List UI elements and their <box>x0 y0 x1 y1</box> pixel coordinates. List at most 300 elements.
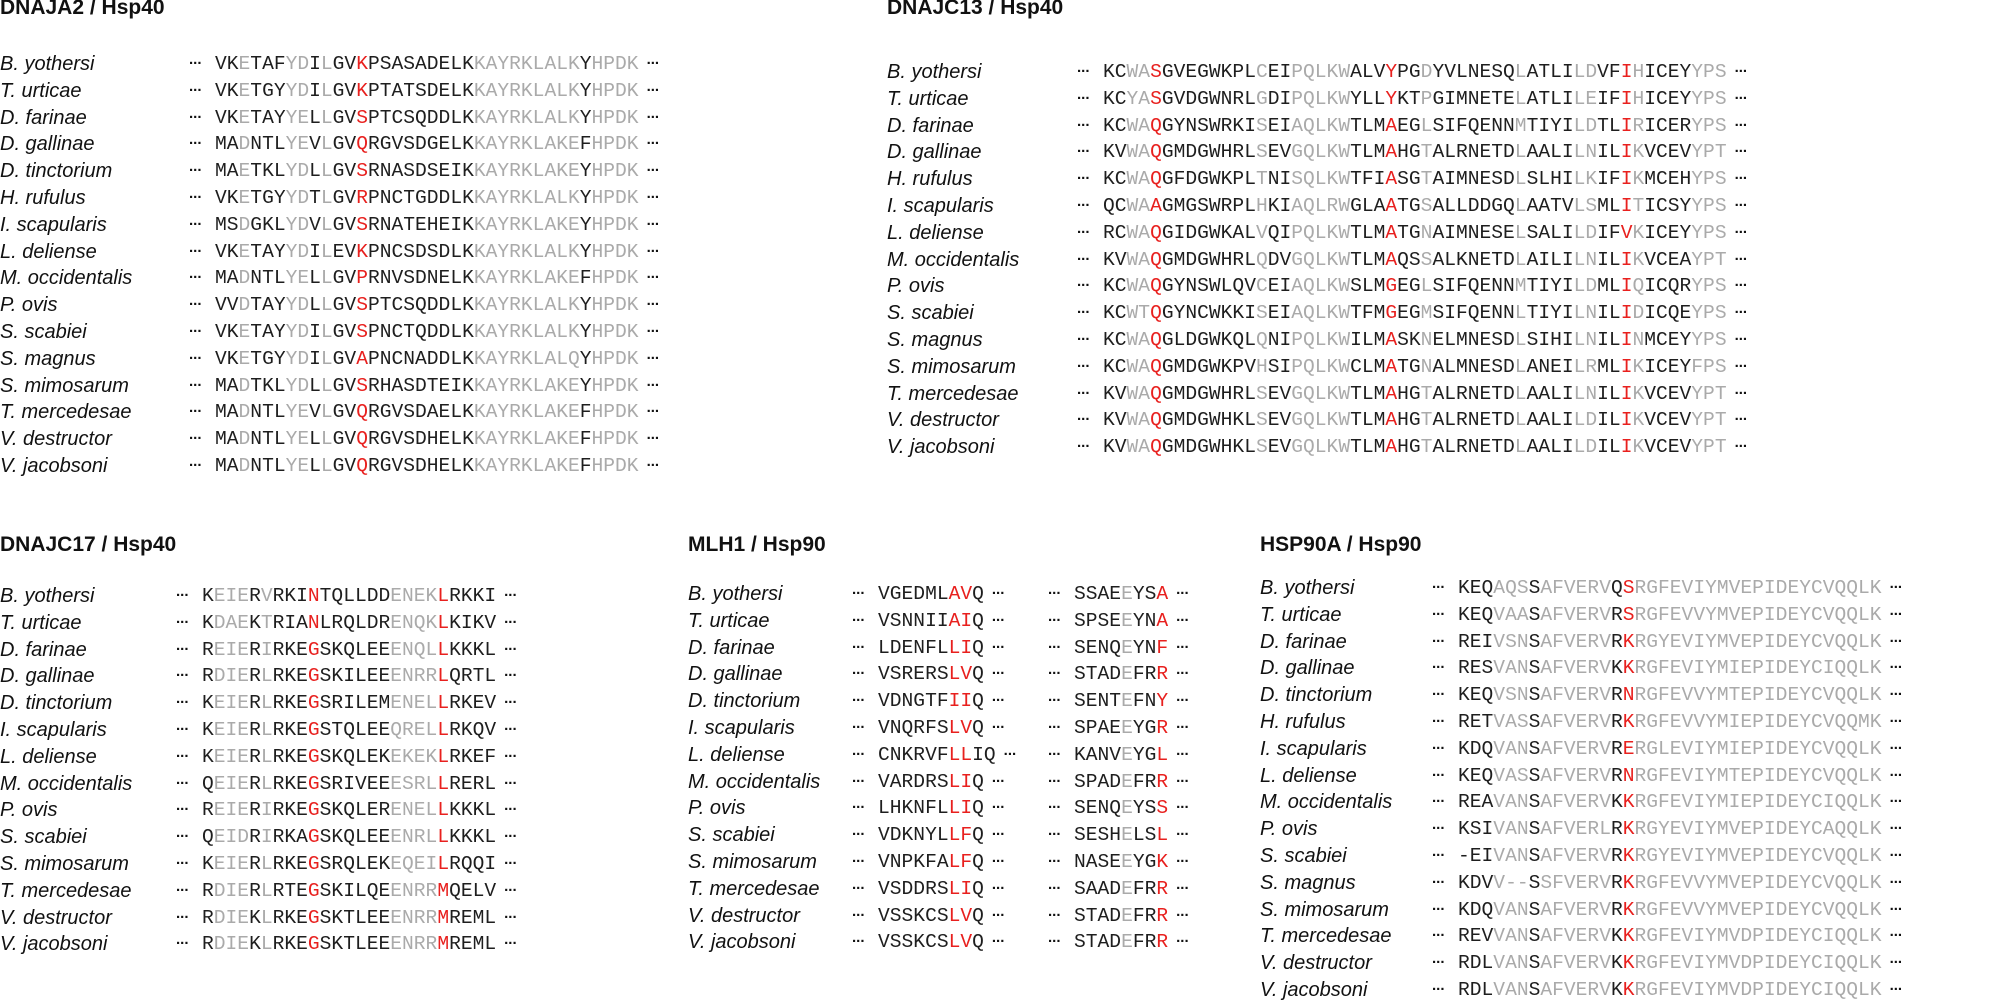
species-name: V. jacobsoni <box>0 933 108 956</box>
residue: K <box>356 240 368 263</box>
residue: L <box>532 321 545 343</box>
residue: L <box>1361 248 1374 271</box>
residue: E <box>366 638 379 661</box>
residue: W <box>1338 409 1351 432</box>
residue: L <box>437 826 450 849</box>
residue: E <box>1121 690 1133 713</box>
residue: K <box>901 824 914 847</box>
residue: L <box>484 933 497 956</box>
residue: G <box>1646 711 1659 733</box>
residue: S <box>1516 711 1529 733</box>
residue: F <box>1608 168 1621 191</box>
residue: V <box>260 585 273 607</box>
residue: K <box>913 931 926 954</box>
residue: S <box>1528 603 1541 626</box>
residue: K <box>1610 925 1623 948</box>
ellipsis-marker: ... <box>176 877 189 895</box>
residue: A <box>1097 717 1110 739</box>
residue: R <box>367 455 380 477</box>
residue: Y <box>1799 952 1811 975</box>
ellipsis-marker: ... <box>504 931 517 949</box>
residue: Q <box>1846 684 1859 707</box>
residue: S <box>1255 382 1268 405</box>
residue: D <box>438 187 451 209</box>
residue: L <box>1858 737 1870 760</box>
residue: I <box>260 638 273 661</box>
residue: Y <box>579 187 592 209</box>
residue: S <box>1144 583 1157 605</box>
residue: K <box>1869 925 1882 948</box>
residue: Y <box>579 160 592 183</box>
species-name: P. ovis <box>0 799 58 822</box>
residue: L <box>1608 409 1621 432</box>
residue: Q <box>1150 248 1162 271</box>
residue: R <box>249 853 261 875</box>
residue: A <box>1540 577 1553 599</box>
residue: L <box>450 187 463 209</box>
residue: G <box>1291 382 1304 405</box>
residue: S <box>1622 603 1635 626</box>
residue: T <box>1526 275 1539 298</box>
residue: V <box>1493 603 1506 626</box>
residue: Q <box>1303 195 1315 217</box>
residue: E <box>237 853 250 875</box>
residue: E <box>1669 684 1682 707</box>
residue: L <box>1314 168 1327 191</box>
residue: K <box>556 160 568 183</box>
residue: S <box>226 213 239 236</box>
residue: K <box>1326 355 1339 378</box>
residue: L <box>1858 630 1870 653</box>
ellipsis-marker: ... <box>1003 741 1017 759</box>
ellipsis-marker: ... <box>189 77 202 95</box>
residue: M <box>1373 436 1386 459</box>
residue: V <box>878 931 890 954</box>
residue: L <box>309 294 321 317</box>
residue: Y <box>579 374 592 397</box>
residue: E <box>296 692 308 715</box>
residue: E <box>1787 657 1800 680</box>
residue: V <box>1114 409 1127 432</box>
residue: T <box>1397 355 1409 378</box>
residue: I <box>296 585 308 607</box>
residue: L <box>354 879 367 902</box>
residue: K <box>1458 871 1470 894</box>
residue: E <box>413 585 426 607</box>
residue: T <box>262 428 274 451</box>
residue: A <box>226 428 239 451</box>
residue: G <box>307 826 320 849</box>
residue: Q <box>972 717 984 739</box>
residue: Q <box>1834 952 1847 975</box>
residue: A <box>1505 737 1517 760</box>
residue: S <box>403 455 416 477</box>
residue: I <box>1244 302 1256 325</box>
residue: Q <box>1846 764 1859 787</box>
residue: V <box>215 106 227 129</box>
residue: G <box>332 79 345 102</box>
residue: E <box>297 401 310 424</box>
residue: V <box>1244 275 1256 298</box>
residue: D <box>1503 329 1515 351</box>
residue: D <box>426 187 439 209</box>
residue: E <box>238 106 251 129</box>
species-name: S. scabiei <box>0 321 87 343</box>
species-name: M. occidentalis <box>887 248 1020 271</box>
residue: G <box>1185 195 1198 217</box>
ellipsis-marker: ... <box>1889 950 1903 968</box>
species-name: D. gallinae <box>1260 657 1355 680</box>
residue: R <box>1587 871 1600 894</box>
residue: E <box>1787 630 1800 653</box>
residue: D <box>415 133 427 156</box>
residue: V <box>1599 684 1611 707</box>
residue: E <box>438 213 451 236</box>
residue: V <box>1481 871 1494 894</box>
residue: N <box>250 401 263 424</box>
residue: I <box>1597 382 1609 405</box>
residue: I <box>1728 657 1741 680</box>
ellipsis-marker: ... <box>852 768 865 786</box>
residue: K <box>249 906 261 929</box>
residue: Y <box>1385 61 1398 83</box>
residue: I <box>1444 302 1456 325</box>
ellipsis-marker: ... <box>504 904 517 922</box>
residue: P <box>1703 409 1715 432</box>
residue: M <box>472 906 485 929</box>
residue: L <box>1361 87 1374 110</box>
residue: K <box>1632 141 1645 164</box>
ellipsis-marker: ... <box>646 453 660 470</box>
residue: E <box>237 692 250 715</box>
residue: S <box>319 638 332 661</box>
residue: V <box>1728 898 1741 921</box>
residue: K <box>1869 791 1882 814</box>
residue: K <box>567 79 580 102</box>
residue: K <box>284 799 297 822</box>
residue: S <box>1197 114 1209 137</box>
residue: M <box>1455 355 1468 378</box>
residue: V <box>1681 791 1694 814</box>
residue: I <box>1693 818 1706 841</box>
residue: E <box>438 53 451 75</box>
residue: R <box>331 772 344 795</box>
residue: L <box>1858 871 1870 894</box>
species-name: L. deliense <box>887 221 984 244</box>
residue: K <box>1326 329 1339 351</box>
species-name: I. scapularis <box>688 717 795 739</box>
residue: V <box>1563 845 1576 867</box>
residue: E <box>1121 636 1133 659</box>
residue: M <box>1716 791 1729 814</box>
residue: K <box>1458 818 1470 841</box>
residue: L <box>1444 355 1456 378</box>
residue: I <box>1561 302 1574 325</box>
residue: I <box>960 636 973 659</box>
residue: I <box>1444 114 1456 137</box>
residue: L <box>1444 141 1456 164</box>
residue: N <box>1097 690 1110 713</box>
residue: Y <box>1705 684 1717 707</box>
species-name: D. tinctorium <box>0 692 113 715</box>
residue: C <box>1655 87 1668 110</box>
residue: K <box>913 851 926 873</box>
residue: G <box>1161 355 1174 378</box>
residue: S <box>319 826 332 849</box>
residue: L <box>1420 275 1433 298</box>
residue: S <box>319 879 332 902</box>
species-name: S. mimosarum <box>887 355 1016 378</box>
residue: C <box>1655 221 1668 244</box>
residue: K <box>1622 630 1635 653</box>
residue: T <box>250 374 263 397</box>
residue: G <box>1408 141 1421 164</box>
residue: N <box>402 692 414 715</box>
residue: V <box>1681 952 1694 975</box>
residue: E <box>438 133 451 156</box>
residue: G <box>307 638 320 661</box>
residue: A <box>262 106 274 129</box>
residue: H <box>1109 824 1122 847</box>
residue: F <box>1552 711 1564 733</box>
residue: V <box>215 187 227 209</box>
species-name: D. tinctorium <box>1260 684 1373 707</box>
residue: T <box>1538 61 1551 83</box>
residue: S <box>356 294 368 317</box>
residue: L <box>1314 87 1327 110</box>
residue: P <box>1752 791 1764 814</box>
species-name: D. farinae <box>688 636 775 659</box>
residue: M <box>1455 87 1468 110</box>
residue: A <box>948 583 961 605</box>
residue: V <box>1563 791 1576 814</box>
residue: V <box>1728 818 1741 841</box>
residue: K <box>520 374 533 397</box>
residue: D <box>426 79 439 102</box>
residue: E <box>378 906 391 929</box>
residue: A <box>1538 141 1551 164</box>
sequence-segment <box>1458 818 1882 840</box>
residue: G <box>379 455 392 477</box>
residue: E <box>1469 764 1482 787</box>
residue: Y <box>1705 979 1717 1001</box>
residue: V <box>344 160 357 183</box>
residue: Y <box>1799 657 1811 680</box>
residue: Y <box>273 106 286 129</box>
residue: L <box>320 428 333 451</box>
residue: D <box>1185 87 1198 110</box>
residue: E <box>913 663 926 686</box>
ellipsis-marker: ... <box>991 795 1005 813</box>
residue: L <box>1514 168 1527 191</box>
ellipsis-marker: ... <box>176 690 189 708</box>
residue: D <box>615 401 627 424</box>
residue: K <box>425 611 438 634</box>
residue: E <box>1667 141 1680 164</box>
residue: Q <box>1846 791 1859 814</box>
residue: D <box>366 611 379 634</box>
residue: M <box>1373 248 1386 271</box>
residue: G <box>1255 87 1268 110</box>
residue: R <box>1610 684 1623 707</box>
residue: E <box>378 879 391 902</box>
residue: Q <box>413 638 426 661</box>
residue: A <box>391 213 404 236</box>
residue: L <box>532 267 545 290</box>
residue: R <box>367 267 380 290</box>
residue: I <box>1597 141 1609 164</box>
residue: A <box>544 455 557 477</box>
residue: K <box>284 585 297 607</box>
residue: K <box>1585 168 1598 191</box>
residue: P <box>603 401 616 424</box>
residue: E <box>1679 302 1692 325</box>
residue: C <box>1810 952 1823 975</box>
residue: K <box>1267 195 1280 217</box>
residue: I <box>225 745 238 768</box>
residue: I <box>425 853 438 875</box>
residue: R <box>249 719 261 741</box>
residue: H <box>1255 195 1268 217</box>
ellipsis-marker: ... <box>1889 816 1903 834</box>
residue: I <box>1693 764 1706 787</box>
residue: I <box>1728 711 1741 733</box>
residue: C <box>1114 61 1127 83</box>
residue: F <box>1658 871 1670 894</box>
residue: Q <box>202 772 214 795</box>
residue: L <box>532 240 545 263</box>
residue: G <box>1161 329 1174 351</box>
residue: C <box>1810 764 1823 787</box>
residue: R <box>1634 711 1647 733</box>
residue: T <box>379 106 392 129</box>
residue: S <box>1714 168 1727 191</box>
residue: A <box>485 187 498 209</box>
residue: Y <box>273 79 286 102</box>
residue: F <box>1552 818 1564 841</box>
residue: R <box>272 772 285 795</box>
residue: S <box>1667 195 1680 217</box>
residue: E <box>567 401 580 424</box>
residue: R <box>1144 904 1157 927</box>
ellipsis-marker: ... <box>1734 300 1748 318</box>
residue: Y <box>579 240 592 263</box>
residue: F <box>1552 684 1564 707</box>
ellipsis-marker: ... <box>189 319 202 336</box>
ellipsis-marker: ... <box>1734 85 1748 103</box>
residue: E <box>1575 979 1588 1001</box>
residue: N <box>1097 797 1110 820</box>
residue: I <box>1561 61 1574 83</box>
residue: L <box>936 636 949 659</box>
residue: A <box>1526 248 1539 271</box>
residue: P <box>1703 195 1715 217</box>
residue: R <box>367 374 380 397</box>
residue: Q <box>1303 436 1315 459</box>
residue: G <box>307 772 320 795</box>
residue: V <box>1255 221 1268 244</box>
residue: Y <box>925 824 937 847</box>
residue: K <box>1610 657 1623 680</box>
residue: L <box>472 879 485 902</box>
residue: D <box>615 187 627 209</box>
species-name: D. farinae <box>0 106 87 129</box>
species-name: T. mercedesae <box>0 879 132 902</box>
residue: A <box>485 160 498 183</box>
residue: E <box>1740 845 1753 867</box>
residue: D <box>615 240 627 263</box>
residue: G <box>1161 382 1174 405</box>
species-name: V. destructor <box>0 906 112 929</box>
residue: N <box>1144 690 1157 713</box>
residue: T <box>343 933 355 956</box>
residue: P <box>603 213 616 236</box>
residue: G <box>1161 221 1174 244</box>
residue: L <box>1314 248 1327 271</box>
ellipsis-marker: ... <box>1889 575 1903 592</box>
residue: A <box>1291 195 1304 217</box>
residue: G <box>1161 87 1174 110</box>
residue: L <box>1444 248 1456 271</box>
residue: T <box>1538 87 1551 110</box>
residue: K <box>462 187 474 209</box>
residue: N <box>1185 114 1198 137</box>
residue: T <box>250 294 263 317</box>
residue: E <box>438 428 451 451</box>
residue: E <box>1740 764 1753 787</box>
residue: Q <box>1267 221 1280 244</box>
residue: Q <box>972 931 984 954</box>
residue: K <box>1869 979 1882 1001</box>
ellipsis-marker: ... <box>1048 661 1061 679</box>
residue: E <box>1787 737 1800 760</box>
residue: R <box>413 906 426 929</box>
residue: D <box>366 585 379 607</box>
residue: V <box>1693 711 1706 733</box>
residue: S <box>319 692 332 715</box>
residue: R <box>1634 657 1647 680</box>
residue: A <box>1526 61 1539 83</box>
residue: I <box>1620 114 1633 137</box>
ellipsis-marker: ... <box>646 51 660 68</box>
residue: K <box>472 611 485 634</box>
sequence-segment <box>1458 657 1882 679</box>
residue: I <box>1620 275 1633 298</box>
residue: T <box>1714 409 1727 432</box>
residue: K <box>226 53 239 75</box>
residue: S <box>1622 577 1635 599</box>
residue: L <box>354 906 367 929</box>
residue: K <box>1232 436 1245 459</box>
residue: E <box>1585 87 1598 110</box>
residue: Q <box>343 745 355 768</box>
residue: R <box>1610 871 1623 894</box>
residue: Q <box>972 663 984 686</box>
ellipsis-marker: ... <box>646 399 660 417</box>
residue: R <box>413 826 426 849</box>
residue: D <box>1740 925 1753 948</box>
ellipsis-marker: ... <box>646 158 660 176</box>
residue: E <box>1669 845 1682 867</box>
residue: L <box>1132 824 1145 847</box>
species-name: D. gallinae <box>887 141 982 164</box>
residue: L <box>260 772 273 795</box>
residue: K <box>556 267 568 290</box>
residue: Q <box>343 826 355 849</box>
residue: G <box>1161 114 1174 137</box>
residue: Q <box>472 719 485 741</box>
residue: G <box>332 53 345 75</box>
